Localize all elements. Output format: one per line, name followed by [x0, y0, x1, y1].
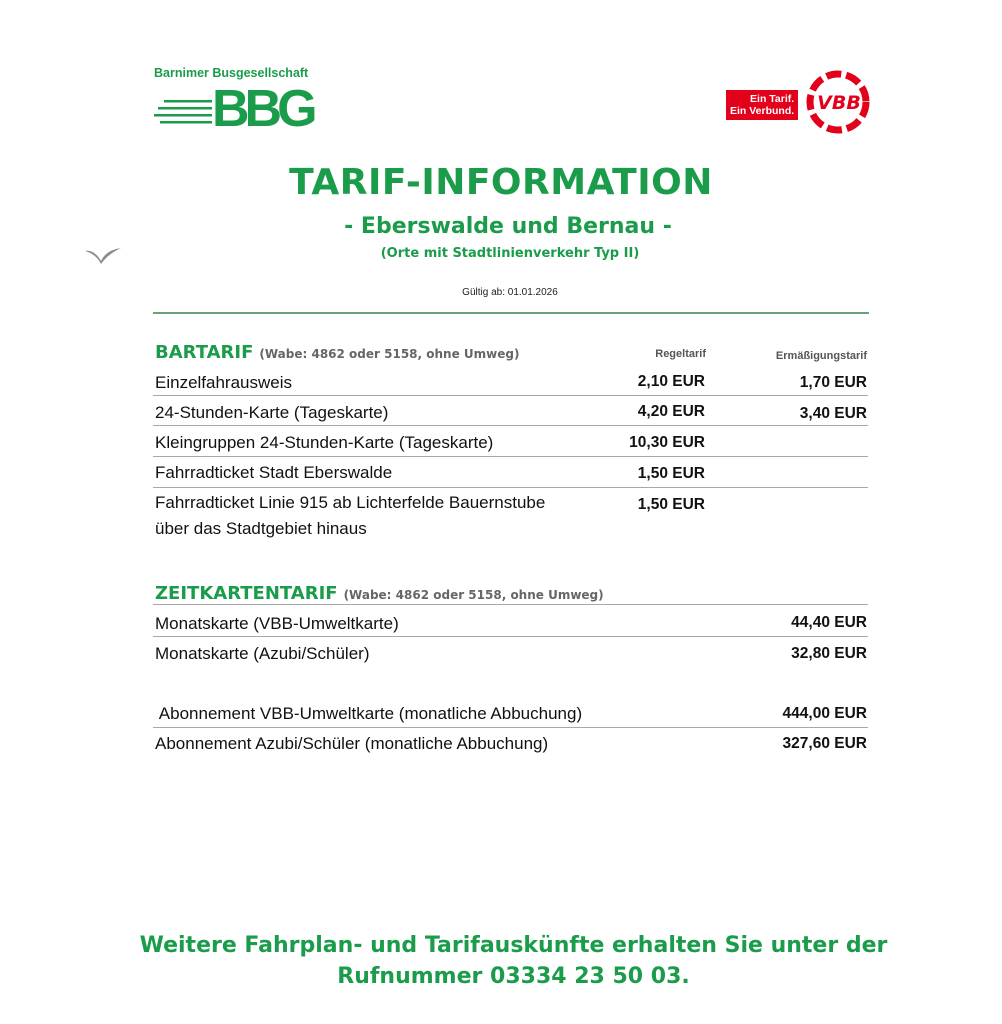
tariff-label-einzelfahrausweis: Einzelfahrausweis: [155, 373, 293, 392]
tariff-label-monatskarte-azubi: Monatskarte (Azubi/Schüler): [155, 644, 370, 663]
bartarif-heading: [155, 342, 519, 363]
bbg-logo: [154, 66, 344, 136]
price: 44,40 EUR: [791, 614, 867, 631]
speed-lines-icon: [154, 100, 212, 126]
row-divider: [153, 604, 868, 605]
vbb-slogan-line1: Ein Tarif.: [750, 93, 795, 105]
column-header-regular: Regeltarif: [655, 348, 706, 360]
column-header-reduced: Ermäßigungstarif: [775, 350, 867, 362]
vbb-slogan: [726, 90, 798, 120]
price: 327,60 EUR: [782, 735, 867, 752]
price-regular: 1,50 EUR: [637, 465, 705, 482]
tariff-label-fahrradticket-linie-915-line2: über das Stadtgebiet hinaus: [155, 519, 367, 538]
row-divider: [153, 487, 868, 488]
page-subnote: (Orte mit Stadtlinienverkehr Typ II): [380, 246, 640, 261]
vbb-slogan-line2: Ein Verbund.: [730, 105, 795, 117]
tariff-label-24h-karte: 24-Stunden-Karte (Tageskarte): [155, 403, 389, 422]
price: 444,00 EUR: [782, 705, 867, 722]
bartarif-title: BARTARIF: [155, 342, 254, 363]
footer-phone: Rufnummer 03334 23 50 03.: [337, 964, 690, 989]
price-regular: 4,20 EUR: [637, 403, 705, 420]
company-name: Barnimer Busgesellschaft: [154, 66, 309, 80]
price-regular: 10,30 EUR: [629, 434, 705, 451]
vbb-logo: [724, 66, 874, 138]
row-divider: [153, 456, 868, 457]
zeitkartentarif-note: (Wabe: 4862 oder 5158, ohne Umweg): [343, 588, 604, 602]
price-regular: 1,50 EUR: [637, 496, 705, 513]
page-title: TARIF-INFORMATION: [289, 162, 713, 203]
price-reduced: 3,40 EUR: [799, 405, 867, 422]
footer-info: [0, 930, 1002, 992]
page-subtitle: - Eberswalde und Bernau -: [344, 214, 672, 239]
price-reduced: 1,70 EUR: [799, 374, 867, 391]
row-divider: [153, 425, 868, 426]
bartarif-note: (Wabe: 4862 oder 5158, ohne Umweg): [259, 347, 520, 361]
tariff-label-fahrradticket-stadt: Fahrradticket Stadt Eberswalde: [155, 463, 393, 482]
row-divider: [153, 636, 868, 637]
tariff-label-abo-umwelt: Abonnement VBB-Umweltkarte (monatliche Abbuchung): [155, 704, 583, 723]
zeitkartentarif-title: ZEITKARTENTARIF: [155, 583, 338, 604]
tariff-label-abo-azubi: Abonnement Azubi/Schüler (monatliche Abbuchung): [155, 734, 549, 753]
vbb-ring-icon: [802, 66, 874, 138]
footer-line1: Weitere Fahrplan- und Tarifauskünfte erhalten Sie unter der: [139, 933, 888, 958]
tariff-label-kleingruppen: Kleingruppen 24-Stunden-Karte (Tageskarte): [155, 433, 494, 452]
row-divider: [153, 395, 868, 396]
valid-from: Gültig ab: 01.01.2026: [462, 287, 558, 298]
vbb-logo-text: VBB: [817, 92, 861, 114]
price-regular: 2,10 EUR: [637, 373, 705, 390]
divider: [153, 312, 869, 314]
row-divider: [153, 727, 868, 728]
price: 32,80 EUR: [791, 645, 867, 662]
zeitkartentarif-heading: [155, 583, 604, 604]
tariff-label-monatskarte-umwelt: Monatskarte (VBB-Umweltkarte): [155, 614, 399, 633]
tariff-label-fahrradticket-linie-915: Fahrradticket Linie 915 ab Lichterfelde Bauernstube: [155, 493, 546, 512]
bbg-logo-text: BBG: [212, 80, 313, 138]
